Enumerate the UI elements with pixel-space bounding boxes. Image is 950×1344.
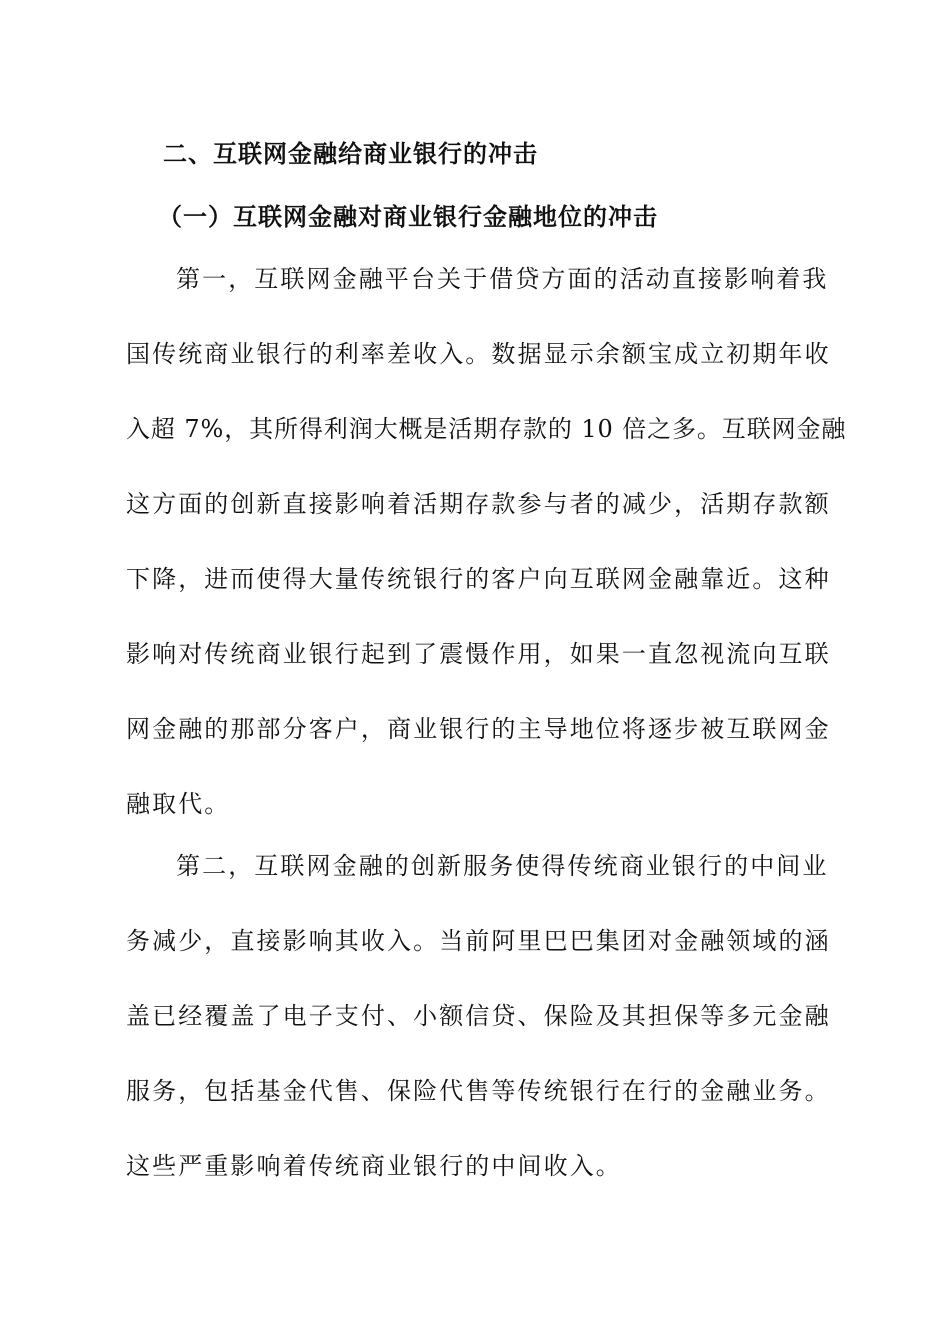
paragraph-line: 这方面的创新直接影响着活期存款参与者的减少，活期存款额 [126, 490, 831, 518]
paragraph-line: 第二，互联网金融的创新服务使得传统商业银行的中间业 [176, 852, 829, 880]
paragraph-line: 务减少，直接影响其收入。当前阿里巴巴集团对金融领域的涵 [126, 927, 831, 955]
paragraph-line: 服务，包括基金代售、保险代售等传统银行在行的金融业务。 [126, 1077, 831, 1105]
paragraph-line: 国传统商业银行的利率差收入。数据显示余额宝成立初期年收 [126, 340, 831, 368]
paragraph-line: 这些严重影响着传统商业银行的中间收入。 [126, 1152, 622, 1180]
subsection-heading: （一）互联网金融对商业银行金融地位的冲击 [158, 203, 658, 231]
paragraph-line: 下降，进而使得大量传统银行的客户向互联网金融靠近。这种 [126, 565, 831, 593]
paragraph-line: 影响对传统商业银行起到了震慑作用，如果一直忽视流向互联 [126, 640, 831, 668]
paragraph-line: 盖已经覆盖了电子支付、小额信贷、保险及其担保等多元金融 [126, 1002, 831, 1030]
section-heading: 二、互联网金融给商业银行的冲击 [163, 140, 538, 168]
paragraph-line: 网金融的那部分客户，商业银行的主导地位将逐步被互联网金 [126, 715, 831, 743]
paragraph-line: 第一，互联网金融平台关于借贷方面的活动直接影响着我 [176, 265, 829, 293]
paragraph-line: 融取代。 [126, 790, 231, 818]
paragraph-line: 入超 7%，其所得利润大概是活期存款的 10 倍之多。互联网金融 [126, 415, 847, 443]
